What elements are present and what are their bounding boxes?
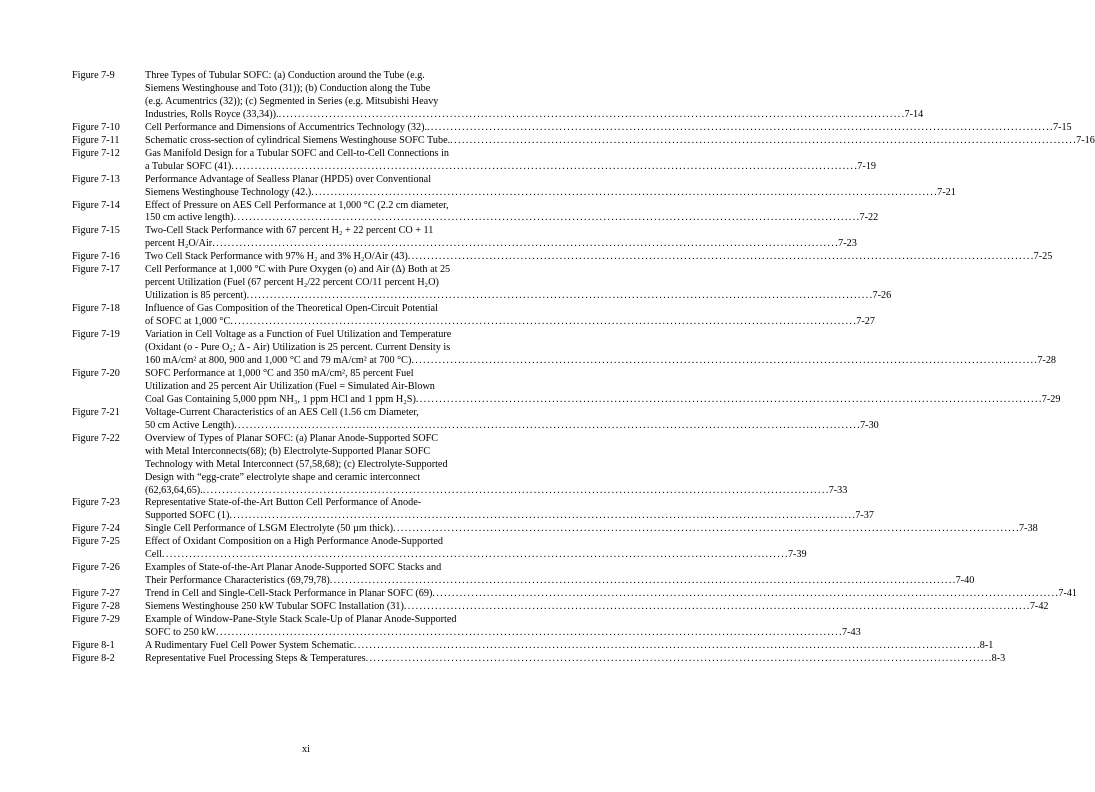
caption-line: Siemens Westinghouse and Toto (31)); (b) Conduction along the Tube (145, 82, 431, 94)
figure-number: Figure 7-14 (72, 199, 120, 211)
figure-number: Figure 7-11 (72, 134, 120, 146)
figure-entry (72, 432, 848, 498)
figure-caption (145, 200, 878, 226)
caption-line-text: Utilization is 85 percent) (145, 290, 247, 302)
caption-line: (Oxidant (o - Pure O₂; Δ - Air) Utilization is 25 percent. Current Density is (145, 342, 451, 354)
figure-entry (72, 329, 1057, 368)
page-reference: 7-15 (1052, 121, 1072, 133)
figure-caption (145, 640, 993, 653)
figure-entry (72, 588, 1078, 601)
page-number: xi (302, 744, 310, 755)
dot-leader (311, 187, 936, 200)
figure-caption (145, 148, 876, 174)
caption-line (145, 588, 1077, 601)
caption-line: Effect of Pressure on AES Cell Performance at 1,000 °C (2.2 cm diameter, (145, 199, 449, 211)
dot-leader (450, 135, 1075, 148)
caption-line: Two-Cell Stack Performance with 67 percent H₂ + 22 percent CO + 11 (145, 225, 434, 237)
caption-line: Cell Performance at 1,000 °C with Pure Oxygen (o) and Air (Δ) Both at 25 (145, 264, 451, 276)
figure-caption (145, 135, 1095, 148)
figure-entry (72, 523, 1038, 536)
figure-entry (72, 225, 857, 251)
figure-caption (145, 174, 956, 200)
figure-number: Figure 7-23 (72, 497, 120, 509)
caption-line: Effect of Oxidant Composition on a High Performance Anode-Supported (145, 536, 444, 548)
figure-caption (145, 562, 974, 588)
figure-entry (72, 639, 994, 653)
figure-caption (145, 653, 1005, 666)
caption-line (145, 290, 891, 303)
dot-leader (393, 523, 1018, 536)
dot-leader (427, 122, 1052, 135)
figure-number: Figure 7-19 (72, 329, 120, 341)
figure-caption (145, 523, 1038, 536)
dot-leader (162, 549, 787, 562)
caption-line: percent Utilization (Fuel (67 percent H₂/22 percent CO/11 percent H₂O) (145, 277, 439, 289)
figure-number: Figure 7-16 (72, 251, 120, 263)
figure-entry (72, 406, 879, 433)
page-reference: 7-41 (1058, 588, 1078, 600)
page-reference: 7-43 (842, 626, 861, 638)
caption-line (145, 238, 857, 251)
caption-line: Voltage-Current Characteristics of an AES Cell (1.56 cm Diameter, (145, 406, 419, 418)
dot-leader (247, 290, 872, 303)
page-reference: 7-37 (855, 510, 874, 522)
figure-entry (72, 134, 1095, 148)
caption-line-text: Their Performance Characteristics (69,79,78) (145, 575, 330, 587)
figure-number: Figure 8-1 (72, 639, 115, 651)
figure-number: Figure 7-9 (72, 70, 115, 81)
caption-line-text: Representative Fuel Processing Steps & Temperatures (145, 652, 366, 664)
caption-line: Three Types of Tubular SOFC: (a) Conduction around the Tube (e.g. (145, 70, 425, 81)
dot-leader (330, 575, 955, 588)
figure-entry (72, 367, 1061, 407)
dot-leader (404, 601, 1029, 614)
page-reference: 7-29 (1041, 393, 1061, 405)
caption-line-text: SOFC to 250 kW (145, 626, 217, 638)
page-reference: 7-38 (1019, 523, 1038, 535)
figure-number: Figure 7-10 (72, 121, 120, 133)
figure-entry (72, 264, 892, 303)
figure-caption (145, 303, 875, 329)
page-reference: 7-25 (1033, 251, 1053, 263)
figure-number: Figure 7-17 (72, 264, 120, 276)
figure-entry (72, 497, 874, 523)
caption-line: Performance Advantage of Sealless Planar (HPD5) over Conventional (145, 173, 432, 185)
caption-line (145, 640, 993, 653)
dot-leader (231, 161, 856, 174)
page-reference: 7-22 (859, 212, 879, 224)
figure-number: Figure 7-29 (72, 614, 120, 626)
figure-entry (72, 199, 879, 226)
caption-line-text: Industries, Rolls Royce (33,34)). (145, 108, 279, 120)
figure-number: Figure 7-27 (72, 588, 120, 600)
page-reference: 7-26 (872, 290, 892, 302)
page-reference: 8-3 (991, 652, 1006, 664)
dot-leader (411, 355, 1036, 368)
caption-line (145, 510, 874, 523)
caption-line (145, 627, 861, 640)
figure-entry (72, 303, 875, 329)
caption-line: with Metal Interconnects(68); (b) Electrolyte-Supported Planar SOFC (145, 445, 431, 457)
figure-entry (72, 147, 876, 174)
dot-leader (230, 316, 855, 329)
figure-caption (145, 536, 807, 562)
caption-line: Utilization and 25 percent Air Utilization (Fuel = Simulated Air-Blown (145, 380, 435, 392)
dot-leader (229, 510, 854, 523)
caption-line-text: Single Cell Performance of LSGM Electrolyte (50 µm thick) (145, 523, 394, 535)
caption-line (145, 187, 956, 200)
caption-line: Gas Manifold Design for a Tubular SOFC and Cell-to-Cell Connections in (145, 147, 449, 159)
caption-line-text: Siemens Westinghouse Technology (42.) (145, 186, 312, 198)
figure-caption (145, 368, 1060, 407)
page-reference: 7-21 (937, 186, 956, 198)
figure-entry (72, 614, 861, 640)
caption-line-text: a Tubular SOFC (41) (145, 160, 232, 172)
page-reference: 7-14 (904, 108, 924, 120)
caption-line-text: Schematic cross-section of cylindrical Siemens Westinghouse SOFC Tube. (145, 134, 451, 146)
dot-leader (203, 485, 828, 498)
caption-line (145, 109, 923, 122)
dot-leader (216, 627, 841, 640)
caption-line: Representative State-of-the-Art Button Cell Performance of Anode- (145, 497, 422, 509)
page-reference: 7-28 (1037, 354, 1057, 366)
dot-leader (416, 394, 1041, 407)
caption-line-text: 160 mA/cm² at 800, 900 and 1,000 °C and 79 mA/cm² at 700 °C) (145, 354, 412, 366)
figure-caption (145, 601, 1049, 614)
caption-line-text: (62,63,64,65). (145, 484, 203, 496)
figure-entry (72, 251, 1053, 264)
caption-line-text: A Rudimentary Fuel Cell Power System Schematic (145, 639, 354, 651)
caption-line-text: percent H₂O/Air (145, 238, 213, 250)
caption-line-text: Supported SOFC (1) (145, 510, 230, 522)
caption-line: Examples of State-of-the-Art Planar Anode-Supported SOFC Stacks and (145, 562, 442, 574)
caption-line-text: Two Cell Stack Performance with 97% H₂ and 3% H₂O/Air (43) (145, 251, 408, 263)
caption-line (145, 161, 876, 174)
caption-line-text: of SOFC at 1,000 °C (145, 316, 231, 328)
figure-number: Figure 7-18 (72, 303, 120, 315)
caption-line (145, 420, 879, 433)
figure-entry (72, 70, 924, 122)
caption-line (145, 135, 1095, 148)
figure-entry (72, 121, 1072, 135)
caption-line: Overview of Types of Planar SOFC: (a) Planar Anode-Supported SOFC (145, 432, 439, 444)
figure-caption (145, 329, 1056, 368)
figure-number: Figure 7-26 (72, 562, 120, 574)
list-of-figures (72, 70, 1095, 666)
dot-leader (366, 653, 991, 666)
figure-number: Figure 8-2 (72, 652, 115, 664)
caption-line-text: Cell (145, 549, 162, 561)
page-reference: 7-27 (856, 316, 875, 328)
dot-leader (279, 109, 904, 122)
figure-caption (145, 70, 923, 122)
caption-line: SOFC Performance at 1,000 °C and 350 mA/cm², 85 percent Fuel (145, 367, 414, 379)
figure-number: Figure 7-13 (72, 173, 120, 185)
caption-line: Technology with Metal Interconnect (57,58,68); (c) Electrolyte-Supported (145, 458, 448, 470)
dot-leader (432, 588, 1057, 601)
figure-caption (145, 407, 879, 433)
caption-line (145, 575, 974, 588)
figure-number: Figure 7-25 (72, 536, 120, 548)
figure-entry (72, 173, 956, 200)
figure-entry (72, 601, 1049, 614)
page-reference: 7-33 (828, 484, 848, 496)
caption-line (145, 601, 1049, 614)
figure-entry (72, 562, 975, 588)
dot-leader (408, 251, 1033, 264)
page-reference: 8-1 (979, 639, 994, 651)
caption-line-text: Cell Performance and Dimensions of Accumentrics Technology (32). (145, 121, 428, 133)
figure-caption (145, 251, 1052, 264)
caption-line (145, 316, 875, 329)
page-reference: 7-39 (787, 549, 807, 561)
dot-leader (212, 238, 837, 251)
figure-number: Figure 7-20 (72, 367, 120, 379)
dot-leader (234, 420, 859, 433)
figure-caption (145, 588, 1077, 601)
dot-leader (354, 640, 979, 653)
caption-line (145, 485, 847, 498)
caption-line-text: Trend in Cell and Single-Cell-Stack Performance in Planar SOFC (69) (145, 588, 433, 600)
figure-caption (145, 264, 891, 303)
figure-number: Figure 7-12 (72, 147, 120, 159)
figure-number: Figure 7-28 (72, 601, 120, 613)
page-reference: 7-30 (860, 419, 879, 431)
caption-line: Design with “egg-crate” electrolyte shape and ceramic interconnect (145, 471, 421, 483)
figure-caption (145, 122, 1072, 135)
caption-line (145, 653, 1005, 666)
caption-line (145, 549, 807, 562)
figure-entry (72, 652, 1006, 666)
figure-caption (145, 225, 857, 251)
caption-line (145, 122, 1072, 135)
figure-number: Figure 7-24 (72, 523, 120, 535)
caption-line (145, 394, 1060, 407)
figure-caption (145, 614, 861, 640)
caption-line: Example of Window-Pane-Style Stack Scale-Up of Planar Anode-Supported (145, 614, 457, 626)
caption-line (145, 212, 878, 225)
page-reference: 7-42 (1029, 601, 1049, 613)
figure-caption (145, 433, 847, 498)
caption-line-text: Siemens Westinghouse 250 kW Tubular SOFC Installation (31) (145, 601, 404, 613)
caption-line: (e.g. Acumentrics (32)); (c) Segmented in Series (e.g. Mitsubishi Heavy (145, 95, 439, 107)
figure-number: Figure 7-15 (72, 225, 120, 237)
caption-line (145, 523, 1038, 536)
figure-caption (145, 497, 874, 523)
caption-line-text: 50 cm Active Length) (145, 419, 235, 431)
caption-line-text: 150 cm active length) (145, 212, 234, 224)
figure-number: Figure 7-21 (72, 406, 120, 418)
caption-line-text: Coal Gas Containing 5,000 ppm NH₃, 1 ppm HCl and 1 ppm H₂S) (145, 393, 416, 405)
caption-line: Variation in Cell Voltage as a Function of Fuel Utilization and Temperature (145, 329, 452, 341)
page-reference: 7-16 (1076, 134, 1095, 146)
page-reference: 7-23 (838, 238, 857, 250)
caption-line (145, 251, 1052, 264)
figure-entry (72, 536, 807, 562)
page-reference: 7-19 (857, 160, 876, 172)
figure-number: Figure 7-22 (72, 432, 120, 444)
page-reference: 7-40 (955, 575, 975, 587)
caption-line: Influence of Gas Composition of the Theoretical Open-Circuit Potential (145, 303, 438, 315)
dot-leader (234, 212, 859, 225)
caption-line (145, 355, 1056, 368)
